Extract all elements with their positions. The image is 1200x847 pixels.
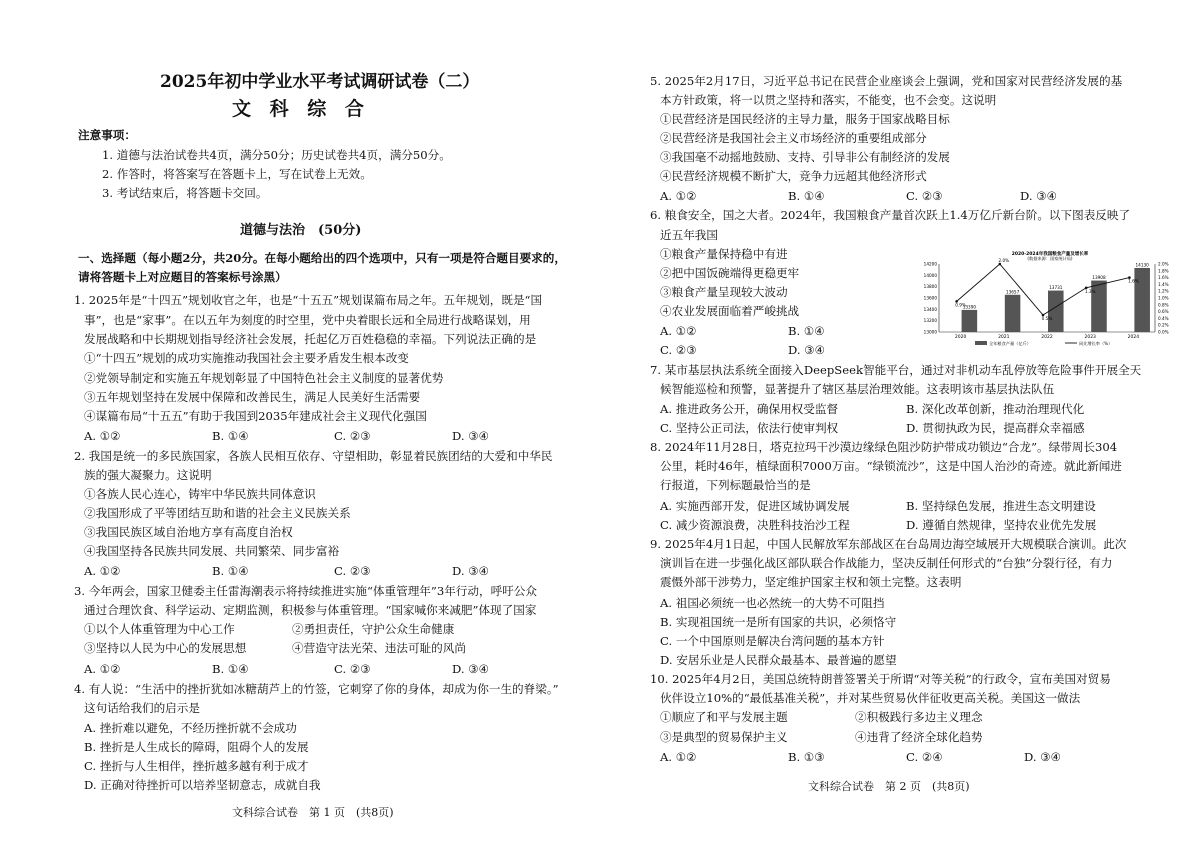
statement: ④违背了经济全球化趋势: [855, 730, 983, 744]
option-d[interactable]: D. ③④: [452, 564, 490, 578]
option-d[interactable]: D. 正确对待挫折可以培养坚韧意志，成就自我: [84, 778, 321, 792]
legend-label: 全年粮食产量（亿斤）: [989, 340, 1031, 346]
statement: ②民营经济是我国社会主义市场经济的重要组成部分: [660, 131, 927, 145]
statement: ④民营经济规模不断扩大，竞争力远超其他经济形式: [660, 169, 927, 183]
bar: [1048, 291, 1064, 332]
line-data-label: 2.0%: [998, 258, 1010, 263]
option-b[interactable]: B. 实现祖国统一是所有国家的共识，必须恪守: [660, 615, 897, 629]
section-title: 道德与法治 (50分): [240, 223, 362, 238]
option-b[interactable]: B. ①④: [788, 324, 825, 338]
question-text: 3. 今年两会，国家卫健委主任雷海潮表示将持续推进实施“体重管理年”3年行动，呼吁公众: [74, 584, 537, 598]
statement: ①以个人体重管理为中心工作: [84, 622, 235, 636]
option-a[interactable]: A. ①②: [660, 324, 697, 338]
chart-canvas: [915, 250, 1185, 350]
notice-item: 3. 考试结束后，将答题卡交回。: [102, 186, 268, 200]
y-left-tick-label: 13200: [923, 318, 937, 324]
question-text: 4. 有人说：“生活中的挫折犹如冰糖葫芦上的竹签，它刺穿了你的身体，却成为你一生的脊梁。”: [74, 682, 559, 696]
statement: ②我国形成了平等团结互助和谐的社会主义民族关系: [84, 506, 351, 520]
option-b[interactable]: B. 挫折是人生成长的障碍，阻碍个人的发展: [84, 740, 309, 754]
y-right-tick-label: 0.8%: [1158, 302, 1169, 308]
question-text: 伙伴设立10%的“最低基准关税”，并对某些贸易伙伴征收更高关税。美国这一做法: [660, 691, 1081, 705]
option-d[interactable]: D. 安居乐业是人民群众最基本、最普遍的愿望: [660, 653, 897, 667]
grain-output-chart: [915, 250, 1185, 350]
x-tick-label: 2022: [1041, 335, 1053, 340]
line-data-label: 1.6%: [1128, 278, 1139, 284]
question-text: 公里，耗时46年，植绿面积7000万亩。“绿锁流沙”，这是中国人治沙的奇迹。就此新闻进: [660, 459, 1122, 473]
option-a[interactable]: A. ①②: [660, 750, 697, 764]
option-c[interactable]: C. 坚持公正司法，依法行使审判权: [660, 421, 839, 435]
statement: ②把中国饭碗端得更稳更牢: [660, 266, 800, 280]
question-text: 本方针政策，将一以贯之坚持和落实，不能变，也不会变。这说明: [660, 93, 997, 107]
y-right-tick-label: 0.4%: [1158, 315, 1169, 321]
option-d[interactable]: D. ③④: [452, 662, 490, 676]
option-a[interactable]: A. ①②: [660, 189, 697, 203]
option-d[interactable]: D. ③④: [452, 429, 490, 443]
option-a[interactable]: A. 祖国必须统一也必然统一的大势不可阻挡: [660, 596, 885, 610]
option-d[interactable]: D. 贯彻执政为民，提高群众幸福感: [906, 421, 1085, 435]
option-c[interactable]: C. ②③: [334, 429, 371, 443]
y-right-tick-label: 1.6%: [1158, 275, 1169, 281]
y-right-tick-label: 1.4%: [1158, 281, 1169, 287]
legend-label: 同比增长率（%）: [1079, 340, 1113, 346]
statement: ①顺应了和平与发展主题: [660, 710, 788, 724]
statement: ①民营经济是国民经济的主导力量，服务于国家战略目标: [660, 112, 950, 126]
question-text: 演训旨在进一步强化战区部队联合作战能力，坚决反制任何形式的“台独”分裂行径，有力: [660, 556, 1113, 570]
chart-title: 2020-2024年我国粮食产量及增长率: [1011, 252, 1089, 257]
y-left-tick-label: 13600: [923, 295, 937, 301]
option-b[interactable]: B. ①④: [212, 564, 249, 578]
question-text: 候智能巡检和预警，显著提升了辖区基层治理效能。这表明该市基层执法队伍: [660, 382, 1055, 396]
x-tick-label: 2020: [954, 335, 967, 340]
bar-data-label: 13657: [1005, 289, 1020, 295]
section-instruction: 一、选择题（每小题2分，共20分。在每小题给出的四个选项中，只有一项是符合题目要求的，: [78, 251, 566, 265]
statement: ③是典型的贸易保护主义: [660, 730, 788, 744]
statement: ④我国坚持各民族共同发展、共同繁荣、同步富裕: [84, 544, 340, 558]
question-text: 8. 2024年11月28日，塔克拉玛干沙漠边缘绿色阻沙防护带成功锁边“合龙”。绿带周长304: [650, 440, 1118, 454]
y-right-tick-label: 1.0%: [1158, 295, 1169, 301]
statement: ④谋篇布局“十五五”有助于我国到2035年建成社会主义现代化强国: [84, 409, 427, 423]
option-a[interactable]: A. ①②: [84, 662, 121, 676]
statement: ③粮食产量呈现较大波动: [660, 285, 788, 299]
y-left-tick-label: 13000: [923, 329, 937, 335]
question-text: 发展战略和中长期规划指导经济社会发展，托起亿万百姓稳稳的幸福。下列说法正确的是: [84, 332, 537, 346]
option-b[interactable]: B. ①④: [212, 662, 249, 676]
exam-subtitle: 文 科 综 合: [232, 98, 370, 120]
bar: [962, 310, 978, 332]
option-c[interactable]: C. ②③: [334, 564, 371, 578]
y-right-tick-label: 0.2%: [1158, 322, 1169, 328]
option-b[interactable]: B. ①④: [788, 189, 825, 203]
bar: [1005, 295, 1021, 332]
exam-title: 2025年初中学业水平考试调研试卷（二）: [160, 72, 480, 92]
option-b[interactable]: B. 深化改革创新，推动治理现代化: [906, 402, 1085, 416]
statement: ④农业发展面临着严峻挑战: [660, 304, 800, 318]
y-right-tick-label: 0.0%: [1158, 329, 1169, 335]
question-text: 2. 我国是统一的多民族国家，各族人民相互依存、守望相助，彰显着民族团结的大爱和中华民: [74, 449, 553, 463]
option-d[interactable]: D. 遵循自然规律，坚持农业优先发展: [906, 518, 1097, 532]
notice-item: 1. 道德与法治试卷共4页，满分50分；历史试卷共4页，满分50分。: [102, 148, 451, 162]
option-c[interactable]: C. ②③: [660, 343, 697, 357]
notice-item: 2. 作答时，将答案写在答题卡上，写在试卷上无效。: [102, 167, 372, 181]
option-c[interactable]: C. ②④: [906, 750, 943, 764]
question-text: 10. 2025年4月2日，美国总统特朗普签署关于所谓“对等关税”的行政令，宣布美国对贸易: [650, 672, 1111, 686]
statement: ①“十四五”规划的成功实施推动我国社会主要矛盾发生根本改变: [84, 351, 409, 365]
option-c[interactable]: C. 挫折与人生相伴，挫折越多越有利于成才: [84, 759, 309, 773]
statement: ②党领导制定和实施五年规划彰显了中国特色社会主义制度的显著优势: [84, 371, 444, 385]
question-text: 近五年我国: [660, 228, 718, 242]
option-d[interactable]: D. ③④: [1024, 750, 1062, 764]
option-a[interactable]: A. 实施西部开发，促进区域协调发展: [660, 499, 850, 513]
option-a[interactable]: A. ①②: [84, 564, 121, 578]
question-text: 5. 2025年2月17日，习近平总书记在民营企业座谈会上强调，党和国家对民营经济发展的基: [650, 74, 1123, 88]
line-data-label: 1.3%: [1084, 288, 1096, 294]
notice-heading: 注意事项：: [78, 128, 136, 142]
option-b[interactable]: B. ①③: [788, 750, 825, 764]
y-right-tick-label: 1.8%: [1158, 268, 1169, 274]
question-text: 7. 某市基层执法系统全面接入DeepSeek智能平台，通过对非机动车乱停放等危险事件开展全天: [650, 363, 1142, 377]
question-text: 事”，也是“家事”。在以五年为刻度的时空里，党中央着眼长远和全局进行战略谋划，用: [84, 313, 531, 327]
page-footer: 文科综合试卷 第 2 页 (共8页): [808, 780, 970, 793]
option-d[interactable]: D. ③④: [788, 343, 826, 357]
statement: ②勇担责任，守护公众生命健康: [292, 622, 455, 636]
statement: ①各族人民心连心，铸牢中华民族共同体意识: [84, 487, 316, 501]
y-left-tick-label: 13800: [923, 284, 937, 290]
bar-data-label: 13731: [1049, 285, 1063, 291]
page-footer: 文科综合试卷 第 1 页 (共8页): [232, 806, 394, 819]
option-a[interactable]: A. ①②: [84, 429, 121, 443]
statement: ①粮食产量保持稳中有进: [660, 247, 788, 261]
line-data-label: 0.9%: [955, 302, 966, 308]
question-text: 震慑外部干涉势力，坚定维护国家主权和领土完整。这表明: [660, 575, 962, 589]
chart-subtitle: (数据来源：国家统计局): [1027, 256, 1073, 261]
statement: ②积极践行多边主义理念: [855, 710, 983, 724]
bar-data-label: 13908: [1092, 275, 1106, 281]
question-text: 1. 2025年是“十四五”规划收官之年，也是“十五五”规划谋篇布局之年。五年规划，既是“国: [74, 293, 543, 307]
question-text: 行报道，下列标题最恰当的是: [660, 478, 811, 492]
line-data-label: 0.5%: [1041, 316, 1053, 321]
y-right-tick-label: 0.6%: [1158, 309, 1169, 315]
option-a[interactable]: A. 推进政务公开，确保用权受监督: [660, 402, 839, 416]
question-text: 通过合理饮食、科学运动、定期监测，积极参与体重管理。“国家喊你来减肥”体现了国家: [84, 603, 537, 617]
statement: ③坚持以人民为中心的发展思想: [84, 641, 247, 655]
option-c[interactable]: C. 一个中国原则是解决台湾问题的基本方针: [660, 634, 885, 648]
bar: [1134, 268, 1150, 332]
option-b[interactable]: B. ①④: [212, 429, 249, 443]
section-instruction: 请将答题卡上对应题目的答案标号涂黑）: [78, 270, 287, 284]
y-left-tick-label: 13400: [923, 306, 937, 312]
option-d[interactable]: D. ③④: [1020, 189, 1058, 203]
y-left-tick-label: 14200: [923, 261, 937, 267]
growth-rate-point: [999, 263, 1002, 266]
y-left-tick-label: 14000: [923, 272, 937, 278]
statement: ④营造守法光荣、违法可耻的风尚: [292, 641, 466, 655]
y-right-tick-label: 1.2%: [1158, 288, 1169, 294]
question-text: 族的强大凝聚力。这说明: [84, 468, 212, 482]
legend-swatch-bars: [975, 341, 987, 345]
question-text: 6. 粮食安全，国之大者。2024年，我国粮食产量首次跃上1.4万亿斤新台阶。以下图表反映了: [650, 208, 1131, 222]
statement: ③五年规划坚持在发展中保障和改善民生，满足人民美好生活需要: [84, 390, 421, 404]
statement: ③我国民族区域自治地方享有高度自治权: [84, 525, 293, 539]
option-c[interactable]: C. ②③: [906, 189, 943, 203]
option-a[interactable]: A. 挫折难以避免，不经历挫折就不会成功: [84, 721, 297, 735]
bar-data-label: 14130: [1135, 262, 1149, 268]
option-c[interactable]: C. ②③: [334, 662, 371, 676]
x-tick-label: 2023: [1084, 335, 1096, 340]
bar-data-label: 13390: [962, 304, 977, 310]
x-tick-label: 2021: [998, 335, 1010, 340]
statement: ③我国毫不动摇地鼓励、支持、引导非公有制经济的发展: [660, 150, 950, 164]
option-b[interactable]: B. 坚持绿色发展，推进生态文明建设: [906, 499, 1096, 513]
y-right-tick-label: 2.0%: [1158, 261, 1169, 267]
question-text: 这句话给我们的启示是: [84, 701, 200, 715]
option-c[interactable]: C. 减少资源浪费，决胜科技治沙工程: [660, 518, 850, 532]
x-tick-label: 2024: [1127, 335, 1140, 340]
question-text: 9. 2025年4月1日起，中国人民解放军东部战区在台岛周边海空域展开大规模联合演训。此次: [650, 537, 1127, 551]
